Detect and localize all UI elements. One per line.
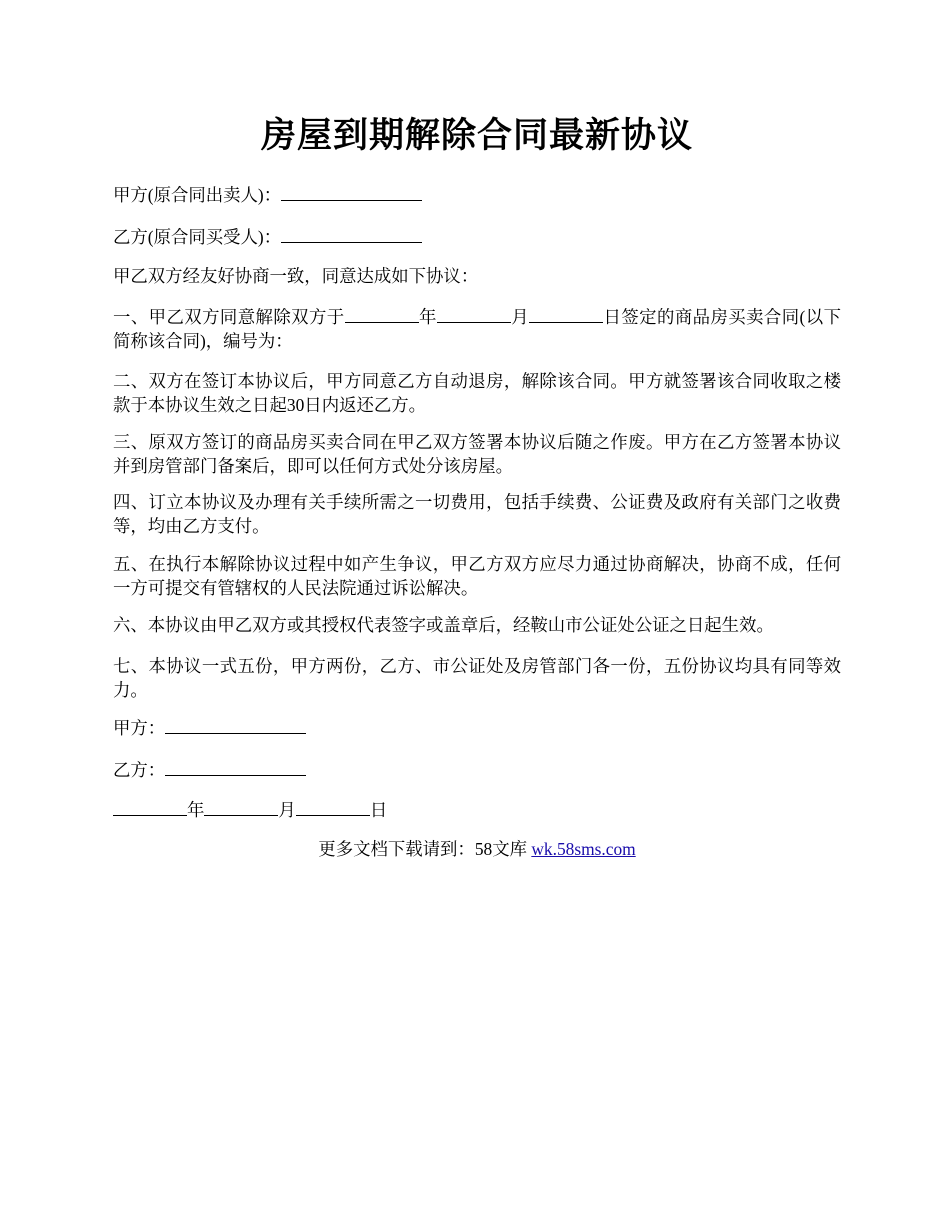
party-b-label: 乙方(原合同买受人)： <box>113 227 282 247</box>
clause-1-month: 月 <box>510 307 530 327</box>
sign-a-blank <box>165 715 306 734</box>
sign-b-label: 乙方： <box>113 760 166 780</box>
clause-6: 六、本协议由甲乙双方或其授权代表签字或盖章后，经鞍山市公证处公证之日起生效。 <box>113 615 774 635</box>
date-month-blank <box>204 797 278 816</box>
party-a-label: 甲方(原合同出卖人)： <box>113 185 282 205</box>
clause-1-year: 年 <box>418 307 437 327</box>
party-b-blank <box>281 224 422 243</box>
clause-2: 二、双方在签订本协议后，甲方同意乙方自动退房，解除该合同。甲方就签署该合同收取之楼款于本协议生效之日起30日内返还乙方。 <box>113 371 841 415</box>
sign-a-label: 甲方： <box>113 718 166 738</box>
clause-5: 五、在执行本解除协议过程中如产生争议，甲乙方双方应尽力通过协商解决，协商不成，任何一方可提交有管辖权的人民法院通过诉讼解决。 <box>113 554 841 598</box>
footer-text: 更多文档下载请到：58文库 <box>318 839 532 859</box>
date-month: 月 <box>278 800 296 820</box>
party-a-line <box>113 182 841 207</box>
date-day: 日 <box>369 800 388 820</box>
year-blank <box>345 304 419 323</box>
sign-b-line <box>113 757 841 782</box>
sign-a-line <box>113 715 841 740</box>
sign-b-blank <box>165 757 306 776</box>
date-line <box>113 797 841 822</box>
document-title: 房屋到期解除合同最新协议 <box>260 116 693 155</box>
clause-1 <box>113 304 841 353</box>
footer <box>113 837 841 861</box>
intro-text: 甲乙双方经友好协商一致，同意达成如下协议： <box>113 266 479 286</box>
month-blank <box>437 304 511 323</box>
day-blank <box>529 304 603 323</box>
date-year-blank <box>113 797 187 816</box>
date-year: 年 <box>187 800 205 820</box>
footer-link[interactable]: wk.58sms.com <box>531 839 636 859</box>
clause-3: 三、原双方签订的商品房买卖合同在甲乙双方签署本协议后随之作废。甲方在乙方签署本协议并到房管部门备案后，即可以任何方式处分该房屋。 <box>113 432 841 476</box>
date-day-blank <box>296 797 370 816</box>
clause-7: 七、本协议一式五份，甲方两份，乙方、市公证处及房管部门各一份，五份协议均具有同等效力。 <box>113 656 841 700</box>
clause-1-suffix: 日签定的商品房买卖合同(以下简称该合同)，编号为： <box>113 307 841 351</box>
party-b-line <box>113 224 841 249</box>
party-a-blank <box>281 182 422 201</box>
clause-1-prefix: 一、甲乙双方同意解除双方于 <box>113 307 345 327</box>
clause-4: 四、订立本协议及办理有关手续所需之一切费用，包括手续费、公证费及政府有关部门之收费等，均由乙方支付。 <box>113 492 841 536</box>
